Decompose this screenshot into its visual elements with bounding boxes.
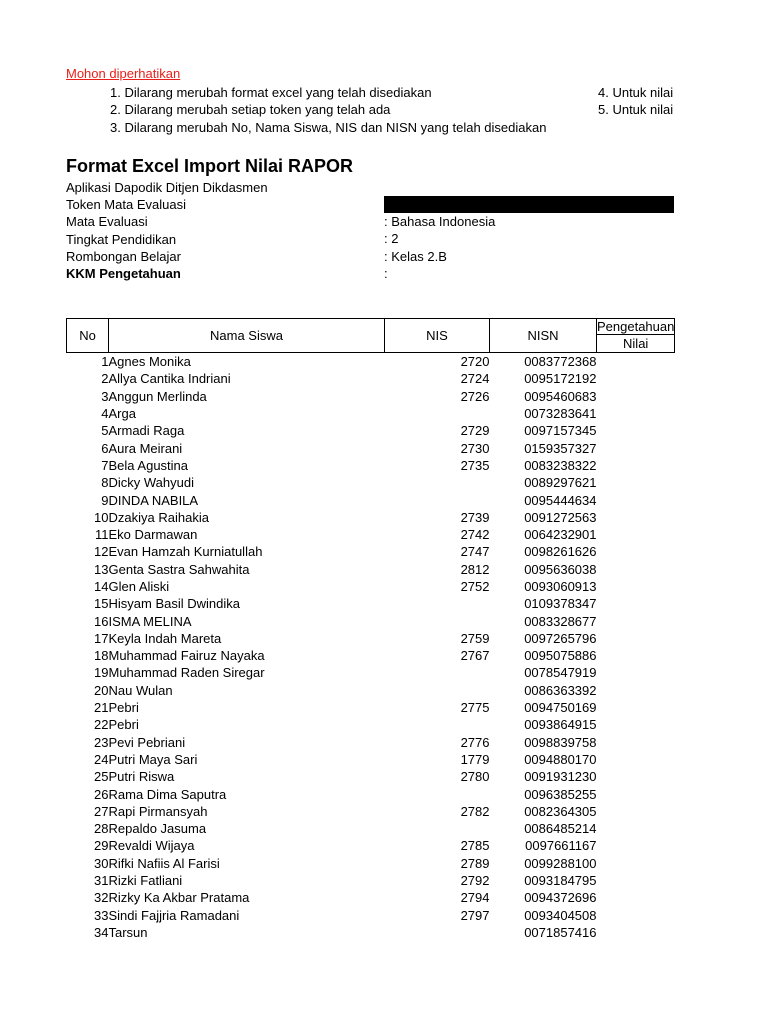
table-row — [67, 474, 675, 491]
student-name: Putri Maya Sari — [108, 751, 198, 767]
student-nis: 2767 — [460, 648, 490, 664]
student-nisn: 0095444634 — [524, 492, 597, 508]
student-name: Pebri — [108, 700, 139, 716]
token-label: Token Mata Evaluasi — [66, 197, 186, 213]
student-nis: 2789 — [460, 855, 490, 871]
notice-item: 3. Dilarang merubah No, Nama Siswa, NIS dan NISN yang telah disediakan — [110, 119, 547, 135]
student-name: Glen Aliski — [108, 579, 170, 594]
student-nis: 2785 — [460, 838, 490, 854]
student-nisn: 0109378347 — [524, 596, 597, 612]
student-nisn: 0094750169 — [524, 700, 597, 716]
notice-item: 4. Untuk nilai — [598, 85, 674, 100]
row-number: 12 — [94, 544, 109, 560]
grade-cell[interactable] — [597, 872, 675, 889]
row-number: 24 — [94, 751, 109, 767]
student-nisn: 0078547919 — [524, 665, 597, 681]
table-row — [67, 699, 675, 716]
info-values — [384, 196, 674, 282]
grade-cell[interactable] — [597, 734, 675, 751]
table-row — [67, 612, 675, 629]
student-nis — [385, 682, 490, 699]
row-number: 27 — [94, 803, 109, 819]
grade-cell[interactable] — [597, 803, 675, 820]
student-name: Anggun Merlinda — [108, 388, 207, 404]
row-number: 16 — [94, 613, 109, 629]
student-nisn: 0095460683 — [524, 388, 597, 404]
row-number: 4 — [101, 406, 109, 422]
row-number: 9 — [101, 492, 109, 508]
table-row — [67, 630, 675, 647]
grade-cell[interactable] — [597, 353, 675, 371]
row-number: 31 — [94, 873, 109, 889]
table-row — [67, 595, 675, 612]
grade-cell[interactable] — [597, 907, 675, 924]
grade-cell[interactable] — [597, 439, 675, 456]
student-name: DINDA NABILA — [108, 492, 199, 508]
notice-list-right — [598, 84, 673, 119]
student-nis: 2735 — [460, 457, 490, 473]
kkm-value: : — [384, 265, 388, 281]
student-nisn: 0071857416 — [524, 924, 597, 940]
grade-cell[interactable] — [597, 647, 675, 664]
student-name: Pebri — [108, 717, 139, 733]
student-nisn: 0095075886 — [524, 648, 597, 664]
table-row — [67, 370, 675, 387]
row-number: 21 — [94, 700, 109, 716]
student-nisn: 0086485214 — [524, 821, 597, 837]
student-name: Rama Dima Saputra — [108, 786, 227, 802]
table-row — [67, 405, 675, 422]
student-nisn: 0095636038 — [524, 561, 597, 577]
table-row — [67, 353, 675, 371]
grade-cell[interactable] — [597, 768, 675, 785]
class-label: Rombongan Belajar — [66, 248, 181, 264]
info-labels — [66, 179, 268, 282]
student-nis: 2776 — [460, 734, 490, 750]
student-nisn: 0095172192 — [524, 371, 597, 387]
grade-cell[interactable] — [597, 855, 675, 872]
grade-cell[interactable] — [597, 699, 675, 716]
student-nisn: 0086363392 — [524, 682, 597, 698]
row-number: 19 — [94, 665, 109, 681]
row-number: 17 — [94, 630, 109, 646]
grade-cell[interactable] — [597, 612, 675, 629]
subject-value: : Bahasa Indonesia — [384, 214, 496, 230]
student-name: Keyla Indah Mareta — [108, 630, 222, 646]
row-number: 30 — [94, 855, 109, 871]
table-row — [67, 561, 675, 578]
header-name: Nama Siswa — [109, 319, 385, 353]
student-nisn: 0094880170 — [524, 751, 597, 767]
student-nis: 2720 — [460, 354, 490, 370]
grade-cell[interactable] — [597, 682, 675, 699]
student-nis: 2729 — [460, 423, 490, 439]
student-nisn: 0093864915 — [524, 717, 597, 733]
student-nisn: 0097661167 — [525, 838, 597, 854]
row-number: 11 — [95, 527, 109, 543]
table-row — [67, 907, 675, 924]
student-nis: 2794 — [460, 890, 490, 906]
student-nisn: 0098839758 — [524, 734, 597, 750]
row-number: 29 — [94, 838, 109, 854]
student-nis — [385, 612, 490, 629]
table-row — [67, 647, 675, 664]
row-number: 14 — [94, 579, 109, 594]
student-name: Repaldo Jasuma — [108, 821, 207, 837]
row-number: 5 — [101, 423, 109, 439]
table-row — [67, 872, 675, 889]
student-name: Rapi Pirmansyah — [108, 803, 208, 819]
student-nisn: 0093060913 — [524, 579, 597, 594]
student-nis: 2726 — [460, 388, 490, 404]
table-row — [67, 837, 675, 854]
grade-table — [66, 318, 675, 941]
grade-cell[interactable] — [597, 664, 675, 681]
student-name: ISMA MELINA — [108, 613, 192, 629]
header-pengetahuan: Pengetahuan — [597, 319, 675, 334]
student-nisn: 0083238322 — [524, 457, 597, 473]
grade-cell[interactable] — [597, 561, 675, 578]
student-nis: 2775 — [460, 700, 490, 716]
grade-cell[interactable] — [597, 595, 675, 612]
student-nisn: 0082364305 — [524, 803, 597, 819]
row-number: 8 — [101, 475, 109, 491]
notice-title: Mohon diperhatikan — [66, 66, 181, 81]
student-name: Bela Agustina — [108, 457, 189, 473]
header-no: No — [67, 319, 109, 353]
row-number: 25 — [94, 769, 109, 785]
notice-item: 2. Dilarang merubah setiap token yang telah ada — [110, 102, 391, 118]
table-row — [67, 509, 675, 526]
student-name: Pevi Pebriani — [108, 734, 186, 750]
row-number: 33 — [94, 907, 109, 923]
student-nis — [385, 491, 490, 508]
header-nis: NIS — [385, 319, 490, 353]
student-nis: 2742 — [460, 527, 490, 543]
grade-cell[interactable] — [597, 405, 675, 422]
student-nis: 2747 — [460, 544, 490, 560]
header-nisn: NISN — [490, 319, 597, 353]
subject-label: Mata Evaluasi — [66, 214, 148, 230]
student-nisn: 0097265796 — [524, 630, 597, 646]
row-number: 2 — [101, 371, 109, 387]
student-nis — [385, 716, 490, 733]
student-nis: 2752 — [460, 579, 490, 594]
row-number: 6 — [101, 440, 109, 456]
table-row — [67, 664, 675, 681]
student-name: Dzakiya Raihakia — [108, 509, 209, 525]
grade-cell[interactable] — [597, 370, 675, 387]
table-row — [67, 491, 675, 508]
row-number: 32 — [94, 890, 109, 906]
row-number: 7 — [101, 457, 109, 473]
table-row — [67, 526, 675, 543]
grade-cell[interactable] — [597, 491, 675, 508]
student-nisn: 0097157345 — [524, 423, 597, 439]
student-nisn: 0093184795 — [524, 873, 597, 889]
student-name: Genta Sastra Sahwahita — [108, 561, 250, 577]
table-row — [67, 388, 675, 405]
student-name: Hisyam Basil Dwindika — [108, 596, 240, 612]
student-nis — [385, 664, 490, 681]
grade-cell[interactable] — [597, 543, 675, 560]
student-nis: 2782 — [460, 803, 490, 819]
student-nis — [385, 924, 490, 941]
student-nis: 2812 — [460, 561, 490, 577]
notice-item: 1. Dilarang merubah format excel yang telah disediakan — [110, 85, 432, 100]
table-row — [67, 682, 675, 699]
student-nisn: 0083772368 — [524, 354, 597, 370]
table-row — [67, 820, 675, 837]
student-nisn: 0091931230 — [524, 769, 597, 785]
student-nis: 2792 — [460, 873, 490, 889]
row-number: 22 — [94, 717, 109, 733]
row-number: 20 — [94, 682, 109, 698]
grade-cell[interactable] — [597, 474, 675, 491]
student-name: Eko Darmawan — [108, 527, 198, 543]
student-name: Muhammad Fairuz Nayaka — [108, 648, 265, 664]
student-name: Muhammad Raden Siregar — [108, 665, 265, 681]
class-value: : Kelas 2.B — [384, 248, 447, 264]
student-name: Allya Cantika Indriani — [108, 371, 231, 387]
student-name: Arga — [108, 406, 136, 422]
student-nisn: 0159357327 — [524, 440, 597, 456]
student-nis: 2759 — [460, 630, 490, 646]
grade-cell[interactable] — [597, 457, 675, 474]
row-number: 28 — [94, 821, 109, 837]
table-row — [67, 439, 675, 456]
table-row — [67, 422, 675, 439]
grade-cell[interactable] — [597, 716, 675, 733]
student-name: Rizky Ka Akbar Pratama — [108, 890, 250, 906]
table-row — [67, 751, 675, 768]
student-nisn: 0064232901 — [524, 527, 597, 543]
row-number: 18 — [94, 648, 109, 664]
student-nisn: 0099288100 — [524, 855, 597, 871]
document-title: Format Excel Import Nilai RAPOR — [66, 156, 354, 176]
grade-cell[interactable] — [597, 889, 675, 906]
grade-cell[interactable] — [597, 924, 675, 941]
grade-cell[interactable] — [597, 388, 675, 405]
row-number: 15 — [94, 596, 109, 612]
kkm-label: KKM Pengetahuan — [66, 265, 181, 281]
table-row — [67, 889, 675, 906]
grade-cell[interactable] — [597, 751, 675, 768]
grade-cell[interactable] — [597, 785, 675, 802]
student-nis: 2797 — [460, 907, 490, 923]
student-nisn: 0096385255 — [524, 786, 597, 802]
table-body — [67, 353, 675, 942]
student-nisn: 0091272563 — [524, 509, 597, 525]
table-header — [67, 319, 675, 353]
student-name: Tarsun — [108, 924, 148, 940]
student-nisn: 0094372696 — [524, 890, 597, 906]
student-name: Agnes Monika — [108, 354, 191, 370]
student-nis: 2730 — [460, 440, 490, 456]
student-nisn: 0083328677 — [524, 613, 597, 629]
student-name: Armadi Raga — [108, 423, 185, 439]
student-nisn: 0098261626 — [524, 544, 597, 560]
table-row — [67, 768, 675, 785]
student-nis — [385, 820, 490, 837]
grade-cell[interactable] — [597, 526, 675, 543]
token-redacted-bar — [384, 196, 674, 213]
notice-list — [110, 84, 546, 136]
row-number: 10 — [94, 509, 109, 525]
grade-cell[interactable] — [597, 422, 675, 439]
row-number: 13 — [94, 561, 109, 577]
grade-cell[interactable] — [597, 509, 675, 526]
student-nisn: 0089297621 — [524, 475, 597, 491]
table-row — [67, 543, 675, 560]
student-nisn: 0093404508 — [524, 907, 597, 923]
app-subtitle: Aplikasi Dapodik Ditjen Dikdasmen — [66, 180, 268, 195]
grade-cell[interactable] — [597, 837, 675, 854]
student-nis — [385, 474, 490, 491]
student-name: Rifki Nafiis Al Farisi — [108, 855, 220, 871]
student-nis: 2739 — [460, 509, 490, 525]
row-number: 34 — [94, 924, 109, 940]
row-number: 26 — [94, 786, 109, 802]
notice-item: 5. Untuk nilai — [598, 102, 674, 118]
student-name: Sindi Fajjria Ramadani — [108, 907, 240, 923]
student-name: Aura Meirani — [108, 440, 183, 456]
table-row — [67, 785, 675, 802]
student-name: Revaldi Wijaya — [108, 838, 195, 854]
table-row — [67, 734, 675, 751]
grade-cell[interactable] — [597, 578, 675, 595]
table-row — [67, 457, 675, 474]
grade-cell[interactable] — [597, 630, 675, 647]
student-nis — [385, 785, 490, 802]
level-label: Tingkat Pendidikan — [66, 231, 177, 247]
header-nilai: Nilai — [597, 335, 675, 353]
row-number: 1 — [101, 354, 109, 370]
student-nis: 1779 — [460, 751, 490, 767]
student-name: Putri Riswa — [108, 769, 175, 785]
grade-cell[interactable] — [597, 820, 675, 837]
table-row — [67, 924, 675, 941]
row-number: 3 — [101, 388, 109, 404]
student-name: Dicky Wahyudi — [108, 475, 194, 491]
table-row — [67, 716, 675, 733]
student-nis: 2780 — [460, 769, 490, 785]
student-nis — [385, 595, 490, 612]
student-name: Rizki Fatliani — [108, 873, 183, 889]
student-nis: 2724 — [460, 371, 490, 387]
table-row — [67, 803, 675, 820]
student-nisn: 0073283641 — [524, 406, 597, 422]
student-name: Nau Wulan — [108, 682, 173, 698]
student-name: Evan Hamzah Kurniatullah — [108, 544, 263, 560]
row-number: 23 — [94, 734, 109, 750]
table-row — [67, 578, 675, 595]
table-row — [67, 855, 675, 872]
level-value: : 2 — [384, 231, 399, 247]
student-nis — [385, 405, 490, 422]
